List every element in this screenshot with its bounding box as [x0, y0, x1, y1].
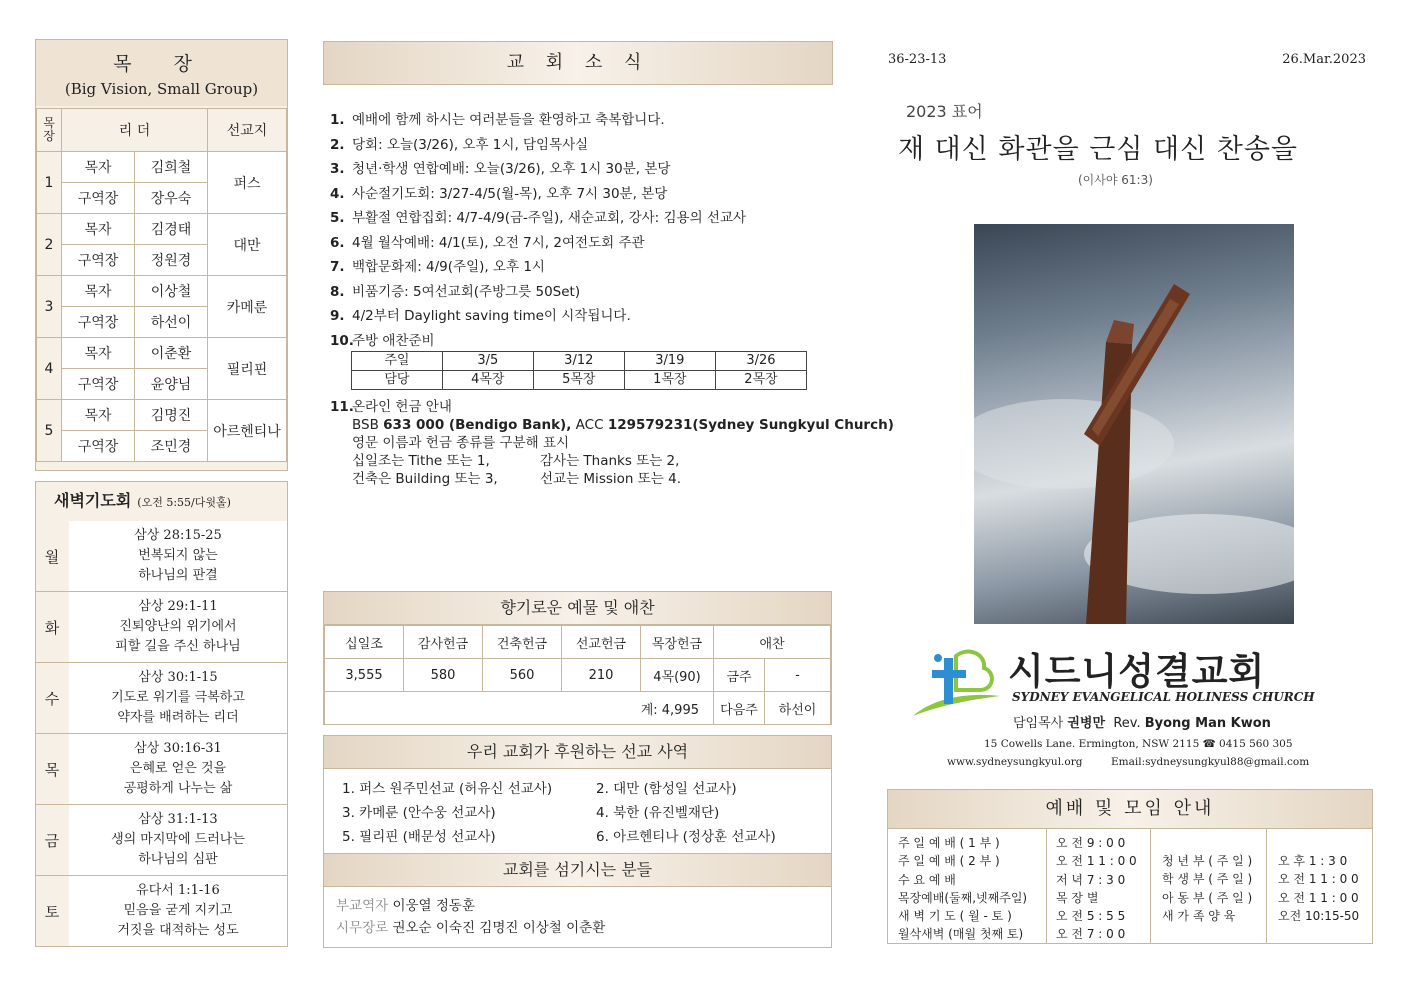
- sub-role: 구역장: [62, 431, 135, 462]
- mission-item: 3. 카메룬 (안수웅 선교사): [342, 805, 496, 821]
- kitchen-cell: 5목장: [533, 371, 624, 390]
- sub-name: 윤양님: [135, 369, 208, 400]
- issue-date: 26.Mar.2023: [1282, 52, 1366, 67]
- cross-photo: [974, 224, 1294, 624]
- sub-name: 장우숙: [135, 183, 208, 214]
- news-text: 4/2부터 Daylight saving time이 시작됩니다.: [352, 308, 631, 324]
- worship-title: 예배 및 모임 안내: [888, 790, 1372, 829]
- divider: [1150, 829, 1151, 943]
- senior-pastor: [1013, 712, 1271, 731]
- motto-year: 2023 표어: [906, 102, 983, 121]
- issue-number: 36-23-13: [888, 52, 947, 67]
- news-text: 주방 애찬준비: [352, 332, 435, 349]
- kitchen-duty-table: [351, 351, 807, 390]
- worship-schedule: [887, 789, 1373, 944]
- pastor-role: 목자: [62, 214, 135, 245]
- pastor-name-kr: 권병만: [1067, 716, 1106, 731]
- church-name-kr: 시드니성결교회: [1008, 650, 1266, 693]
- worship-entry: 월삭새벽 (매월 첫째 토): [898, 927, 1024, 942]
- dawn-prayer-title: 새벽기도회: [54, 491, 132, 510]
- worship-entry: 목장예배(둘째,넷째주일): [898, 890, 1028, 905]
- sub-role: 구역장: [62, 245, 135, 276]
- church-address: 15 Cowells Lane. Ermington, NSW 2115 ☎ 0415 560 305: [984, 738, 1293, 750]
- news-number: 3.: [330, 161, 345, 177]
- kitchen-cell: 주일: [352, 352, 443, 371]
- dawn-line2: 피할 길을 주신 하나님: [115, 639, 241, 654]
- servants-title: 교회를 섬기시는 분들: [324, 853, 831, 887]
- online-num: 11.: [330, 399, 354, 415]
- dawn-line1: 기도로 위기를 극복하고: [111, 690, 245, 705]
- pastor-label: 담임목사: [1013, 716, 1064, 731]
- sub-role: 구역장: [62, 369, 135, 400]
- worship-entry: 주 일 예 배 ( 2 부 ): [898, 854, 1000, 869]
- meal-next-week-label: 다음주: [714, 692, 765, 725]
- kitchen-cell: 1목장: [624, 371, 715, 390]
- small-group-header: [36, 40, 287, 106]
- dawn-line1: 은혜로 얻은 것을: [129, 761, 227, 776]
- news-number: 2.: [330, 136, 345, 153]
- news-title: 교 회 소 식: [323, 41, 833, 85]
- news-number: 4.: [330, 185, 345, 202]
- worship-entry: 오 전 1 1 : 0 0: [1056, 854, 1137, 869]
- news-text: 당회: 오늘(3/26), 오후 1시, 담임목사실: [352, 136, 589, 153]
- small-group-table: [35, 39, 288, 471]
- dawn-line1: 믿음을 굳게 지키고: [123, 903, 233, 918]
- dawn-ref: 삼상 29:1-11: [138, 599, 218, 614]
- church-name-en: SYDNEY EVANGELICAL HOLINESS CHURCH: [1012, 690, 1315, 704]
- worship-entry: 오 전 1 1 : 0 0: [1278, 872, 1359, 887]
- dawn-day-row: [36, 876, 287, 946]
- pastor-name: 김희철: [135, 152, 208, 183]
- header-leader: 리 더: [62, 109, 208, 152]
- servants-assoc: [336, 894, 475, 914]
- offering-header-meal: 애찬: [714, 626, 831, 659]
- servants-elders: [336, 916, 605, 936]
- church-email[interactable]: Email:sydneysungkyul88@gmail.com: [1111, 756, 1310, 768]
- pastor-role: 목자: [62, 400, 135, 431]
- dawn-passage: [69, 663, 287, 733]
- offering-value: 210: [562, 659, 641, 692]
- news-item: [330, 133, 835, 158]
- church-website[interactable]: www.sydneysungkyul.org: [947, 756, 1083, 768]
- missions-title: 우리 교회가 후원하는 선교 사역: [324, 736, 831, 769]
- dawn-line2: 공평하게 나누는 삶: [123, 781, 233, 796]
- worship-entry: 오 전 7 : 0 0: [1056, 927, 1126, 942]
- kitchen-cell: 2목장: [715, 371, 806, 390]
- offering-header: 선교헌금: [562, 626, 641, 659]
- dawn-passage: [69, 592, 287, 662]
- kitchen-cell: 3/26: [715, 352, 806, 371]
- news-item: [330, 206, 835, 231]
- offering-value: 580: [404, 659, 483, 692]
- acc-number: 129579231(Sydney Sungkyul Church): [607, 417, 894, 433]
- online-offering: [330, 398, 894, 488]
- group-number: 4: [37, 338, 62, 400]
- mission-item: 6. 아르헨티나 (정상훈 선교사): [596, 829, 776, 845]
- pastor-role: 목자: [62, 338, 135, 369]
- offering-header: 목장헌금: [641, 626, 714, 659]
- mission-item: 5. 필리핀 (배문성 선교사): [342, 829, 496, 845]
- pastor-name: 이상철: [135, 276, 208, 307]
- worship-entry: 오 전 1 1 : 0 0: [1278, 890, 1359, 905]
- dawn-day: 토: [44, 902, 60, 921]
- news-text: 부활절 연합집회: 4/7-4/9(금-주일), 새순교회, 강사: 김용의 선교사: [352, 210, 747, 226]
- news-text: 예배에 함께 하시는 여러분들을 환영하고 축복합니다.: [352, 112, 665, 128]
- worship-entry: 주 일 예 배 ( 1 부 ): [898, 836, 1000, 850]
- worship-entry: 오 전 9 : 0 0: [1056, 836, 1126, 850]
- acc-label: ACC: [575, 417, 604, 433]
- dawn-line2: 약자를 배려하는 리더: [117, 710, 239, 725]
- header-group: 목장: [37, 109, 62, 152]
- dawn-line1: 진퇴양난의 위기에서: [119, 619, 237, 634]
- header-mission: 선교지: [208, 109, 287, 152]
- bsb-label: BSB: [352, 417, 379, 433]
- elders-names: 권오순 이숙진 김명진 이상철 이춘환: [392, 920, 606, 936]
- news-item: [330, 280, 835, 305]
- dawn-ref: 삼상 30:1-15: [138, 670, 218, 685]
- news-item: [330, 157, 835, 182]
- dawn-passage: [69, 876, 287, 946]
- sub-name: 하선이: [135, 307, 208, 338]
- group-mission: 대만: [208, 214, 287, 276]
- kitchen-cell: 담당: [352, 371, 443, 390]
- group-number: 3: [37, 276, 62, 338]
- pastor-name: 이춘환: [135, 338, 208, 369]
- news-number: 10.: [330, 332, 354, 349]
- news-number: 7.: [330, 259, 345, 275]
- meal-next-week: 하선이: [765, 692, 831, 725]
- pastor-name: 김경태: [135, 214, 208, 245]
- dawn-day: 월: [44, 547, 60, 566]
- group-number: 5: [37, 400, 62, 462]
- offering-value: 3,555: [325, 659, 404, 692]
- sub-role: 구역장: [62, 307, 135, 338]
- dawn-day: 금: [44, 831, 60, 850]
- offering-header: 건축헌금: [483, 626, 562, 659]
- worship-entry: 저 녁 7 : 3 0: [1056, 872, 1126, 887]
- meal-this-week: -: [765, 659, 831, 692]
- pastor-name: 김명진: [135, 400, 208, 431]
- news-text: 백합문화제: 4/9(주일), 오후 1시: [352, 259, 545, 275]
- online-mission: 선교는 Mission 또는 4.: [540, 471, 681, 487]
- news-item: [330, 329, 835, 354]
- news-number: 8.: [330, 283, 345, 300]
- dawn-day: 수: [44, 689, 60, 708]
- dawn-day-row: [36, 734, 287, 805]
- small-group-subtitle: (Big Vision, Small Group): [64, 80, 259, 98]
- dawn-line2: 거짓을 대적하는 성도: [117, 923, 239, 938]
- offering-total: 계: 4,995: [325, 692, 714, 725]
- news-item: [330, 304, 835, 329]
- worship-entry: 아 동 부 ( 주 일 ): [1162, 890, 1253, 905]
- group-row: [37, 276, 287, 307]
- offering-value: 560: [483, 659, 562, 692]
- dawn-prayer-time: (오전 5:55/다윗홀): [137, 496, 231, 509]
- news-text: 비품기증: 5여선교회(주방그릇 50Set): [352, 283, 581, 300]
- group-row: [37, 400, 287, 431]
- worship-entry: 새 가 족 양 육: [1162, 908, 1236, 923]
- pastor-role: 목자: [62, 152, 135, 183]
- worship-entry: 오 후 1 : 3 0: [1278, 854, 1348, 868]
- motto: 재 대신 화관을 근심 대신 찬송을: [898, 134, 1298, 165]
- offering-header: 십일조: [325, 626, 404, 659]
- news-item: [330, 108, 835, 133]
- dawn-ref: 유다서 1:1-16: [136, 883, 220, 898]
- pastor-name-en: Byong Man Kwon: [1144, 716, 1271, 731]
- dawn-prayer-header: [36, 482, 287, 520]
- offering-title: 향기로운 예물 및 애찬: [324, 592, 831, 625]
- dawn-ref: 삼상 30:16-31: [134, 741, 222, 756]
- online-building: 건축은 Building 또는 3,: [352, 471, 498, 487]
- news-item: [330, 255, 835, 280]
- dawn-passage: [69, 805, 287, 875]
- divider: [1266, 829, 1267, 943]
- offering-value: 4목(90): [641, 659, 714, 692]
- mission-item: 1. 퍼스 원주민선교 (허유신 선교사): [342, 781, 553, 797]
- news-list: [330, 108, 835, 353]
- worship-entry: 오 전 5 : 5 5: [1056, 909, 1126, 924]
- elders-label: 시무장로: [336, 920, 389, 936]
- meal-this-week-label: 금주: [714, 659, 765, 692]
- divider: [1046, 829, 1047, 943]
- dawn-day-row: [36, 521, 287, 592]
- mission-item: 2. 대만 (함성일 선교사): [596, 781, 737, 797]
- news-number: 9.: [330, 308, 345, 324]
- dawn-ref: 삼상 31:1-13: [138, 812, 218, 827]
- dawn-day-row: [36, 805, 287, 876]
- group-mission: 필리핀: [208, 338, 287, 400]
- group-mission: 아르헨티나: [208, 400, 287, 462]
- dawn-line1: 생의 마지막에 드러나는: [111, 832, 245, 847]
- worship-entry: 새 벽 기 도 ( 월 - 토 ): [898, 909, 1012, 924]
- small-group-grid: [36, 108, 287, 462]
- kitchen-cell: 4목장: [442, 371, 533, 390]
- group-row: [37, 214, 287, 245]
- news-item: [330, 231, 835, 256]
- dawn-day-row: [36, 592, 287, 663]
- news-item: [330, 182, 835, 207]
- news-text: 청년·학생 연합예배: 오늘(3/26), 오후 1시 30분, 본당: [352, 161, 671, 177]
- worship-entry: 목 장 별: [1056, 890, 1099, 905]
- sub-name: 조민경: [135, 431, 208, 462]
- dawn-passage: [69, 521, 287, 591]
- online-title: 온라인 헌금 안내: [352, 399, 452, 415]
- online-line2: 영문 이름과 헌금 종류를 구분해 표시: [352, 435, 570, 451]
- group-row: [37, 152, 287, 183]
- missions-box: [323, 735, 832, 948]
- church-logo-icon: [908, 648, 1003, 720]
- dawn-line1: 번복되지 않는: [138, 548, 218, 563]
- cross-icon: [974, 224, 1294, 624]
- bsb-number: 633 000 (Bendigo Bank),: [383, 417, 572, 433]
- small-group-title: 목 장: [113, 53, 210, 75]
- news-text: 사순절기도회: 3/27-4/5(월-목), 오후 7시 30분, 본당: [352, 185, 668, 202]
- news-text: 4월 월삭예배: 4/1(토), 오전 7시, 2여전도회 주관: [352, 234, 645, 251]
- pastor-en-prefix: Rev.: [1113, 716, 1141, 731]
- group-mission: 카메룬: [208, 276, 287, 338]
- offering-box: [323, 591, 832, 725]
- dawn-day-row: [36, 663, 287, 734]
- kitchen-cell: 3/12: [533, 352, 624, 371]
- mission-item: 4. 북한 (유진벨재단): [596, 805, 720, 821]
- worship-entry: 수 요 예 배: [898, 872, 956, 887]
- group-number: 2: [37, 214, 62, 276]
- news-number: 5.: [330, 210, 345, 226]
- online-tithe: 십일조는 Tithe 또는 1,: [352, 453, 490, 469]
- sub-name: 정원경: [135, 245, 208, 276]
- dawn-day: 목: [44, 760, 60, 779]
- group-mission: 퍼스: [208, 152, 287, 214]
- sub-role: 구역장: [62, 183, 135, 214]
- group-number: 1: [37, 152, 62, 214]
- news-number: 1.: [330, 112, 345, 128]
- worship-entry: 청 년 부 ( 주 일 ): [1162, 854, 1253, 868]
- dawn-line2: 하나님의 판결: [138, 568, 218, 583]
- dawn-ref: 삼상 28:15-25: [134, 528, 222, 543]
- motto-verse: (이사야 61:3): [1078, 173, 1153, 187]
- online-thanks: 감사는 Thanks 또는 2,: [540, 453, 680, 469]
- kitchen-cell: 3/5: [442, 352, 533, 371]
- offering-header: 감사헌금: [404, 626, 483, 659]
- worship-entry: 학 생 부 ( 주 일 ): [1162, 872, 1253, 887]
- dawn-passage: [69, 734, 287, 804]
- dawn-line2: 하나님의 심판: [138, 852, 218, 867]
- worship-entry: 오전 10:15-50: [1278, 908, 1360, 923]
- assoc-label: 부교역자: [336, 898, 389, 914]
- kitchen-cell: 3/19: [624, 352, 715, 371]
- assoc-names: 이웅열 정동훈: [392, 898, 476, 914]
- pastor-role: 목자: [62, 276, 135, 307]
- news-number: 6.: [330, 234, 345, 251]
- group-row: [37, 338, 287, 369]
- dawn-prayer-box: [35, 481, 288, 947]
- dawn-day: 화: [44, 618, 60, 637]
- offering-table: [324, 625, 831, 725]
